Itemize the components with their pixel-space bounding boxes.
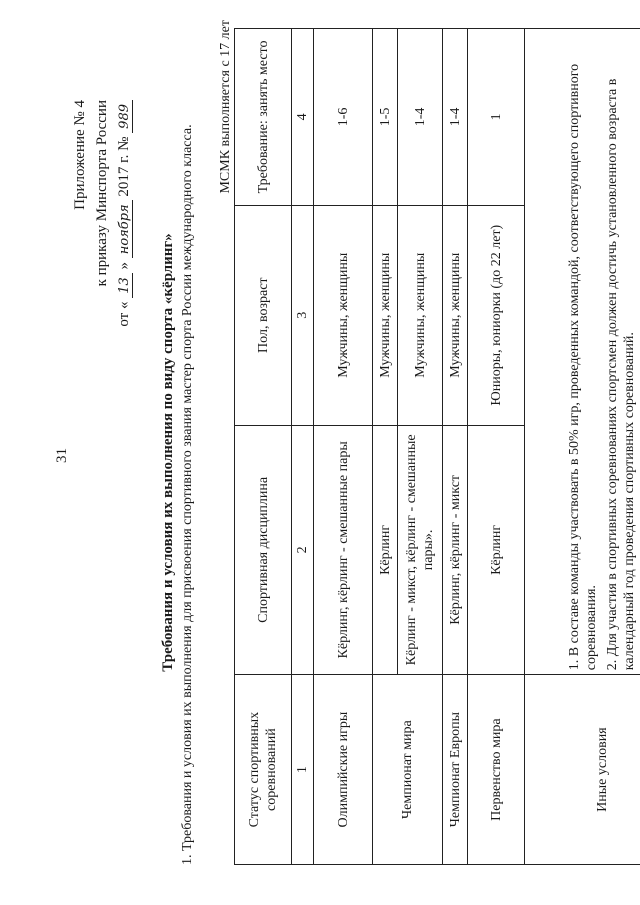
appendix-title: Приложение № 4: [72, 100, 88, 210]
requirements-table: [234, 28, 640, 865]
status-cell: Чемпионат мира: [373, 675, 443, 865]
conditions-cell: [525, 29, 640, 675]
gender-cell: Мужчины, женщины: [398, 205, 443, 425]
gender-cell: Мужчины, женщины: [373, 205, 398, 425]
header-gender-age: Пол, возраст: [235, 205, 292, 425]
document-title: Требования и условия их выполнения по виду спорта «кёрлинг»: [160, 233, 176, 672]
header-place: Требование: занять место: [235, 29, 292, 206]
place-cell: 1: [468, 29, 525, 206]
date-year: 2017 г. №: [116, 136, 132, 197]
discipline-cell: Кёрлинг: [373, 425, 398, 675]
msmk-note: МСМК выполняется с 17 лет: [218, 20, 233, 194]
status-cell: Первенство мира: [468, 675, 525, 865]
table-row-other-conditions: [525, 29, 640, 865]
order-number: 989: [117, 100, 133, 133]
condition-1: 1. В составе команды участвовать в 50% игр, проведенных командой, соответствующего спортивного соревнования.: [567, 63, 599, 671]
gender-cell: Мужчины, женщины: [443, 205, 468, 425]
place-cell: 1-4: [443, 29, 468, 206]
page-number: 31: [54, 448, 70, 463]
discipline-cell: Кёрлинг, кёрлинг - микст: [443, 425, 468, 675]
appendix-date: [113, 100, 136, 327]
condition-2: 2. Для участия в спортивных соревнованиях спортсмен должен достичь установленного возраста в календарный год проведения спортивных соревнований.: [605, 78, 637, 671]
discipline-cell: Кёрлинг: [468, 425, 525, 675]
status-cell: Иные условия: [525, 675, 640, 865]
table-row-europe: [443, 29, 468, 865]
date-month: ноября: [117, 200, 133, 258]
gender-cell: Мужчины, женщины: [314, 205, 373, 425]
col-number-4: 4: [292, 29, 314, 206]
discipline-cell: Кёрлинг - микст, кёрлинг - смешанные пары».: [398, 425, 443, 675]
place-cell: 1-6: [314, 29, 373, 206]
table-row-olympic: [314, 29, 373, 865]
table-row-world-1: [373, 29, 398, 865]
place-cell: 1-5: [373, 29, 398, 206]
status-cell: Олимпийские игры: [314, 675, 373, 865]
status-cell: Чемпионат Европы: [443, 675, 468, 865]
table-number-row: [292, 29, 314, 865]
intro-paragraph: 1. Требования и условия их выполнения для присвоения спортивного звания мастер спорта России международного класса.: [180, 124, 195, 865]
table-row-junior: [468, 29, 525, 865]
date-prefix: от «: [116, 301, 132, 327]
table-header-row: [235, 29, 292, 865]
date-day: 13: [117, 273, 133, 298]
date-mid: »: [116, 261, 132, 270]
col-number-3: 3: [292, 205, 314, 425]
header-discipline: Спортивная дисциплина: [235, 425, 292, 675]
place-cell: 1-4: [398, 29, 443, 206]
discipline-cell: Кёрлинг, кёрлинг - смешанные пары: [314, 425, 373, 675]
col-number-2: 2: [292, 425, 314, 675]
appendix-header: [69, 100, 136, 327]
header-status: Статус спортивных соревнований: [235, 675, 292, 865]
appendix-order: к приказу Минспорта России: [94, 100, 110, 287]
gender-cell: Юниоры, юниорки (до 22 лет): [468, 205, 525, 425]
col-number-1: 1: [292, 675, 314, 865]
